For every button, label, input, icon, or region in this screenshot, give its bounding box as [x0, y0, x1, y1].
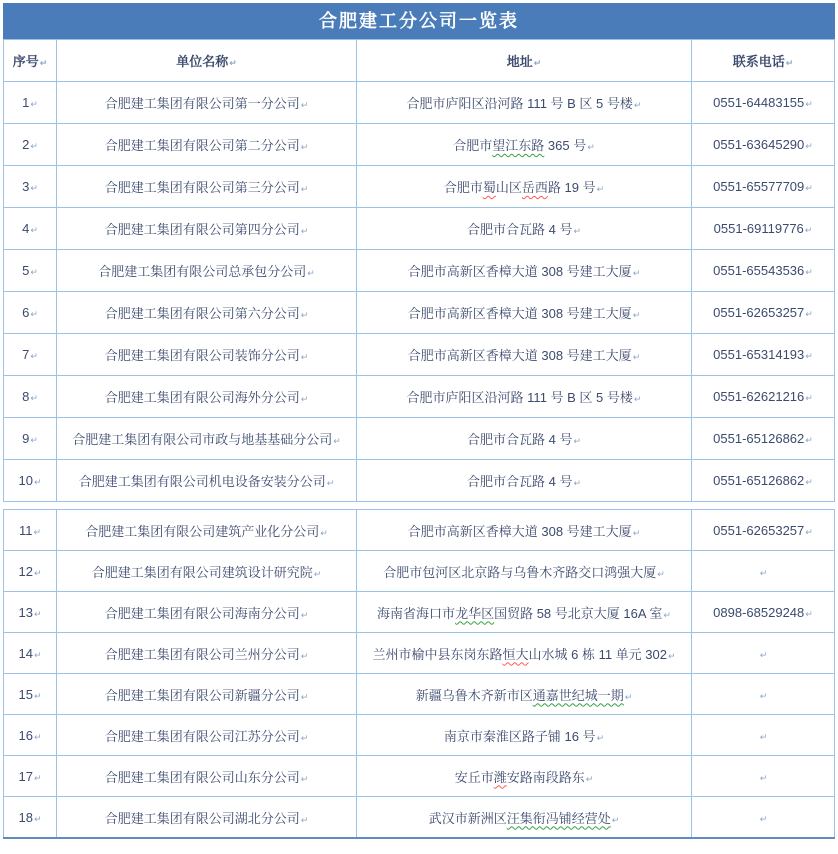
end-of-cell-mark: ↵ — [33, 731, 42, 742]
phone-cell — [692, 633, 835, 674]
address-fragment: 合肥市高新区香樟大道 308 号建工大厦 — [407, 523, 632, 539]
companies-table-part-1 — [3, 39, 835, 502]
end-of-cell-mark: ↵ — [663, 609, 671, 620]
address-cell — [357, 510, 692, 551]
end-of-cell-mark: ↵ — [805, 608, 813, 619]
phone-number: 0551-65314193 — [713, 347, 805, 362]
company-name: 合肥建工集团有限公司市政与地基基础分公司 — [72, 432, 333, 447]
end-of-cell-mark: ↵ — [759, 731, 768, 742]
company-name-cell — [57, 633, 357, 674]
column-header-2 — [357, 40, 692, 82]
address-cell — [357, 460, 692, 502]
end-of-cell-mark: ↵ — [33, 567, 42, 578]
table-row — [4, 376, 835, 418]
phone-cell — [692, 460, 835, 502]
address-cell — [357, 82, 692, 124]
table-row — [4, 551, 835, 592]
end-of-cell-mark: ↵ — [805, 309, 813, 319]
row-number-cell — [4, 376, 57, 418]
row-number: 15 — [18, 686, 33, 702]
address-fragment-spellcheck: 潍 — [493, 769, 507, 785]
end-of-cell-mark: ↵ — [300, 650, 309, 661]
row-number-cell — [4, 250, 57, 292]
table-row — [4, 208, 835, 250]
address-fragment: 合肥市合瓦路 4 号 — [466, 222, 573, 237]
end-of-cell-mark: ↵ — [587, 142, 595, 152]
company-name-cell — [57, 797, 357, 839]
end-of-cell-mark: ↵ — [30, 141, 38, 151]
company-name-cell — [57, 756, 357, 797]
address-cell — [357, 756, 692, 797]
end-of-cell-mark: ↵ — [300, 691, 309, 702]
address-fragment: 海南省海口市 — [377, 605, 456, 621]
address-fragment: 合肥市高新区香樟大道 308 号建工大厦 — [407, 306, 632, 321]
table-row — [4, 633, 835, 674]
row-number: 13 — [18, 604, 33, 620]
row-number-cell — [4, 82, 57, 124]
company-name: 合肥建工集团有限公司机电设备安装分公司 — [78, 474, 326, 489]
address-fragment-spellcheck: 龙华区 — [455, 605, 495, 621]
row-number: 11 — [18, 522, 33, 538]
page-break-gap — [3, 502, 835, 509]
address-cell — [357, 418, 692, 460]
table-title: 合肥建工分公司一览表 — [3, 3, 835, 39]
company-name-cell — [57, 82, 357, 124]
phone-number: 0551-65543536 — [713, 263, 805, 278]
company-name-cell — [57, 166, 357, 208]
table-header — [4, 40, 835, 82]
company-name-cell — [57, 208, 357, 250]
address-cell — [357, 592, 692, 633]
address-cell — [357, 674, 692, 715]
end-of-cell-mark: ↵ — [632, 268, 641, 278]
end-of-cell-mark: ↵ — [33, 649, 42, 660]
row-number: 8 — [22, 389, 30, 404]
row-number-cell — [4, 166, 57, 208]
phone-cell — [692, 551, 835, 592]
phone-number: 0551-65577709 — [713, 179, 805, 194]
table-row — [4, 250, 835, 292]
row-number: 14 — [18, 645, 33, 661]
column-header-0 — [4, 40, 57, 82]
phone-cell — [692, 418, 835, 460]
phone-number: 0551-64483155 — [713, 95, 805, 110]
company-name-cell — [57, 674, 357, 715]
row-number-cell — [4, 292, 57, 334]
column-header-3 — [692, 40, 835, 82]
address-fragment: 路 19 号 — [547, 180, 596, 195]
row-number-cell — [4, 756, 57, 797]
company-name-cell — [57, 376, 357, 418]
end-of-cell-mark: ↵ — [805, 351, 813, 361]
end-of-cell-mark: ↵ — [805, 267, 813, 277]
end-of-cell-mark: ↵ — [326, 478, 335, 488]
company-name-cell — [57, 551, 357, 592]
phone-number: 0551-62653257 — [713, 522, 805, 538]
column-header-1 — [57, 40, 357, 82]
table-row — [4, 715, 835, 756]
table-row — [4, 797, 835, 839]
end-of-cell-mark: ↵ — [313, 568, 322, 579]
address-cell — [357, 208, 692, 250]
end-of-cell-mark: ↵ — [30, 435, 38, 445]
row-number: 12 — [18, 563, 33, 579]
end-of-cell-mark: ↵ — [624, 691, 633, 702]
end-of-cell-mark: ↵ — [33, 690, 42, 701]
table-row — [4, 418, 835, 460]
company-name: 合肥建工集团有限公司装饰分公司 — [104, 348, 300, 363]
end-of-cell-mark: ↵ — [533, 58, 542, 68]
table-row — [4, 334, 835, 376]
company-name-cell — [57, 124, 357, 166]
address-cell — [357, 124, 692, 166]
address-fragment-spellcheck: 汪集衔冯铺经营处 — [506, 810, 611, 826]
phone-cell — [692, 592, 835, 633]
row-number: 1 — [22, 95, 30, 110]
company-name-cell — [57, 418, 357, 460]
end-of-cell-mark: ↵ — [633, 100, 642, 110]
table-row — [4, 674, 835, 715]
end-of-cell-mark: ↵ — [805, 183, 813, 193]
address-cell — [357, 292, 692, 334]
address-fragment: 合肥市高新区香樟大道 308 号建工大厦 — [407, 264, 632, 279]
column-header-label: 序号 — [12, 54, 39, 69]
end-of-cell-mark: ↵ — [300, 394, 309, 404]
address-fragment-spellcheck: 望江东路 — [492, 138, 545, 153]
address-fragment: 合肥市庐阳区沿河路 111 号 B 区 5 号楼 — [406, 390, 633, 405]
row-number-cell — [4, 551, 57, 592]
row-number: 3 — [22, 179, 30, 194]
phone-cell — [692, 292, 835, 334]
end-of-cell-mark: ↵ — [759, 772, 768, 783]
end-of-cell-mark: ↵ — [300, 732, 309, 743]
end-of-cell-mark: ↵ — [805, 477, 813, 487]
end-of-cell-mark: ↵ — [596, 184, 605, 194]
phone-number: 0898-68529248 — [713, 604, 805, 620]
table-row — [4, 292, 835, 334]
end-of-cell-mark: ↵ — [611, 814, 620, 825]
end-of-cell-mark: ↵ — [805, 435, 813, 445]
company-name-cell — [57, 292, 357, 334]
end-of-cell-mark: ↵ — [33, 477, 42, 487]
end-of-cell-mark: ↵ — [300, 226, 309, 236]
row-number: 6 — [22, 305, 30, 320]
address-fragment: 国贸路 58 号北京大厦 16A 室 — [494, 605, 663, 621]
row-number-cell — [4, 418, 57, 460]
end-of-cell-mark: ↵ — [30, 309, 38, 319]
address-fragment-spellcheck: 岳西 — [521, 180, 548, 195]
column-header-label: 地址 — [506, 54, 533, 69]
end-of-cell-mark: ↵ — [300, 352, 309, 362]
row-number: 5 — [22, 263, 30, 278]
row-number-cell — [4, 674, 57, 715]
end-of-cell-mark: ↵ — [632, 310, 641, 320]
end-of-cell-mark: ↵ — [805, 141, 813, 151]
table-row — [4, 592, 835, 633]
end-of-cell-mark: ↵ — [596, 732, 605, 743]
company-name: 合肥建工集团有限公司海南分公司 — [104, 605, 300, 621]
address-cell — [357, 633, 692, 674]
address-fragment: 365 号 — [544, 138, 587, 153]
row-number-cell — [4, 334, 57, 376]
address-fragment: 安路南段路东 — [506, 769, 585, 785]
address-fragment: 合肥市 — [443, 180, 483, 195]
company-name: 合肥建工集团有限公司第二分公司 — [104, 138, 300, 153]
company-name-cell — [57, 715, 357, 756]
row-number-cell — [4, 715, 57, 756]
phone-cell — [692, 756, 835, 797]
end-of-cell-mark: ↵ — [632, 527, 641, 538]
row-number-cell — [4, 633, 57, 674]
end-of-cell-mark: ↵ — [632, 352, 641, 362]
end-of-cell-mark: ↵ — [300, 100, 309, 110]
end-of-cell-mark: ↵ — [300, 184, 309, 194]
address-fragment: 合肥市 — [453, 138, 493, 153]
address-fragment-spellcheck: 恒大 — [502, 646, 529, 662]
end-of-cell-mark: ↵ — [229, 58, 237, 68]
company-name: 合肥建工集团有限公司山东分公司 — [104, 769, 300, 785]
companies-table-part-2 — [3, 509, 835, 839]
company-name-cell — [57, 334, 357, 376]
address-fragment: 合肥市合瓦路 4 号 — [466, 474, 573, 489]
end-of-cell-mark: ↵ — [759, 649, 768, 660]
header-row — [4, 40, 835, 82]
end-of-cell-mark: ↵ — [39, 58, 48, 68]
phone-cell — [692, 797, 835, 839]
row-number-cell — [4, 208, 57, 250]
address-fragment: 山区 — [495, 180, 522, 195]
row-number-cell — [4, 592, 57, 633]
row-number-cell — [4, 460, 57, 502]
table-row — [4, 460, 835, 502]
row-number: 18 — [18, 809, 33, 825]
phone-cell — [692, 334, 835, 376]
row-number: 16 — [18, 727, 33, 743]
end-of-cell-mark: ↵ — [805, 99, 813, 109]
company-name: 合肥建工集团有限公司建筑设计研究院 — [91, 564, 313, 580]
company-name: 合肥建工集团有限公司第四分公司 — [104, 222, 300, 237]
end-of-cell-mark: ↵ — [307, 268, 315, 278]
end-of-cell-mark: ↵ — [320, 527, 328, 538]
company-name: 合肥建工集团有限公司江苏分公司 — [104, 728, 300, 744]
end-of-cell-mark: ↵ — [333, 436, 341, 446]
phone-cell — [692, 250, 835, 292]
end-of-cell-mark: ↵ — [633, 394, 642, 404]
phone-cell — [692, 715, 835, 756]
company-name: 合肥建工集团有限公司兰州分公司 — [104, 646, 300, 662]
end-of-cell-mark: ↵ — [573, 436, 581, 446]
company-name: 合肥建工集团有限公司总承包分公司 — [98, 264, 307, 279]
address-cell — [357, 376, 692, 418]
end-of-cell-mark: ↵ — [759, 813, 768, 824]
column-header-label: 单位名称 — [176, 54, 229, 69]
company-name: 合肥建工集团有限公司建筑产业化分公司 — [85, 523, 320, 539]
company-name: 合肥建工集团有限公司新疆分公司 — [104, 687, 300, 703]
phone-number: 0551-63645290 — [713, 137, 805, 152]
end-of-cell-mark: ↵ — [300, 814, 309, 825]
row-number: 17 — [18, 768, 33, 784]
end-of-cell-mark: ↵ — [573, 478, 581, 488]
phone-number: 0551-65126862 — [713, 431, 805, 446]
column-header-label: 联系电话 — [732, 54, 785, 69]
end-of-cell-mark: ↵ — [33, 526, 42, 537]
address-fragment: 合肥市包河区北京路与乌鲁木齐路交口鸿强大厦 — [383, 564, 657, 580]
phone-cell — [692, 166, 835, 208]
phone-number: 0551-62621216 — [713, 389, 805, 404]
company-name: 合肥建工集团有限公司海外分公司 — [104, 390, 300, 405]
address-fragment-spellcheck: 通嘉世纪城一期 — [532, 687, 624, 703]
row-number: 10 — [18, 473, 33, 488]
end-of-cell-mark: ↵ — [30, 99, 38, 109]
row-number-cell — [4, 797, 57, 839]
address-cell — [357, 166, 692, 208]
end-of-cell-mark: ↵ — [785, 58, 794, 68]
company-name: 合肥建工集团有限公司湖北分公司 — [104, 810, 300, 826]
end-of-cell-mark: ↵ — [805, 526, 813, 537]
address-fragment: 合肥市高新区香樟大道 308 号建工大厦 — [407, 348, 632, 363]
company-name-cell — [57, 460, 357, 502]
end-of-cell-mark: ↵ — [300, 142, 309, 152]
address-fragment: 合肥市庐阳区沿河路 111 号 B 区 5 号楼 — [406, 96, 633, 111]
end-of-cell-mark: ↵ — [667, 650, 676, 661]
end-of-cell-mark: ↵ — [657, 568, 665, 579]
company-name-cell — [57, 510, 357, 551]
end-of-cell-mark: ↵ — [30, 393, 38, 403]
company-name-cell — [57, 250, 357, 292]
table-row — [4, 82, 835, 124]
end-of-cell-mark: ↵ — [30, 267, 38, 277]
row-number-cell — [4, 124, 57, 166]
address-fragment: 新疆乌鲁木齐新市区 — [415, 687, 533, 703]
phone-cell — [692, 124, 835, 166]
company-name: 合肥建工集团有限公司第三分公司 — [104, 180, 300, 195]
end-of-cell-mark: ↵ — [804, 225, 813, 235]
end-of-cell-mark: ↵ — [33, 608, 42, 619]
phone-cell — [692, 674, 835, 715]
address-cell — [357, 797, 692, 839]
end-of-cell-mark: ↵ — [573, 226, 581, 236]
address-fragment: 山水城 6 栋 11 单元 302 — [528, 646, 667, 662]
end-of-cell-mark: ↵ — [585, 773, 594, 784]
end-of-cell-mark: ↵ — [805, 393, 813, 403]
phone-cell — [692, 510, 835, 551]
end-of-cell-mark: ↵ — [33, 813, 42, 824]
end-of-cell-mark: ↵ — [33, 772, 42, 783]
end-of-cell-mark: ↵ — [30, 351, 38, 361]
table-row — [4, 166, 835, 208]
company-name: 合肥建工集团有限公司第六分公司 — [104, 306, 300, 321]
phone-number: 0551-62653257 — [713, 305, 805, 320]
phone-cell — [692, 208, 835, 250]
address-fragment: 合肥市合瓦路 4 号 — [466, 432, 573, 447]
row-number-cell — [4, 510, 57, 551]
row-number: 7 — [22, 347, 30, 362]
phone-cell — [692, 376, 835, 418]
table-row — [4, 124, 835, 166]
end-of-cell-mark: ↵ — [759, 567, 768, 578]
table-row — [4, 756, 835, 797]
phone-number: 0551-65126862 — [713, 473, 805, 488]
address-fragment: 安丘市 — [454, 769, 494, 785]
address-cell — [357, 715, 692, 756]
company-name-cell — [57, 592, 357, 633]
row-number: 2 — [22, 137, 30, 152]
table-row — [4, 510, 835, 551]
end-of-cell-mark: ↵ — [30, 225, 38, 235]
end-of-cell-mark: ↵ — [30, 183, 38, 193]
address-fragment: 武汉市新洲区 — [428, 810, 507, 826]
address-cell — [357, 334, 692, 376]
address-fragment-spellcheck: 蜀 — [482, 180, 496, 195]
row-number: 4 — [22, 221, 30, 236]
phone-cell — [692, 82, 835, 124]
address-fragment: 南京市秦淮区路子铺 16 号 — [443, 728, 596, 744]
address-cell — [357, 551, 692, 592]
end-of-cell-mark: ↵ — [759, 690, 768, 701]
address-cell — [357, 250, 692, 292]
phone-number: 0551-69119776 — [713, 221, 804, 236]
end-of-cell-mark: ↵ — [300, 773, 309, 784]
address-fragment: 兰州市榆中县东岗东路 — [372, 646, 503, 662]
end-of-cell-mark: ↵ — [300, 609, 309, 620]
row-number: 9 — [22, 431, 30, 446]
company-name: 合肥建工集团有限公司第一分公司 — [104, 96, 300, 111]
end-of-cell-mark: ↵ — [300, 310, 309, 320]
